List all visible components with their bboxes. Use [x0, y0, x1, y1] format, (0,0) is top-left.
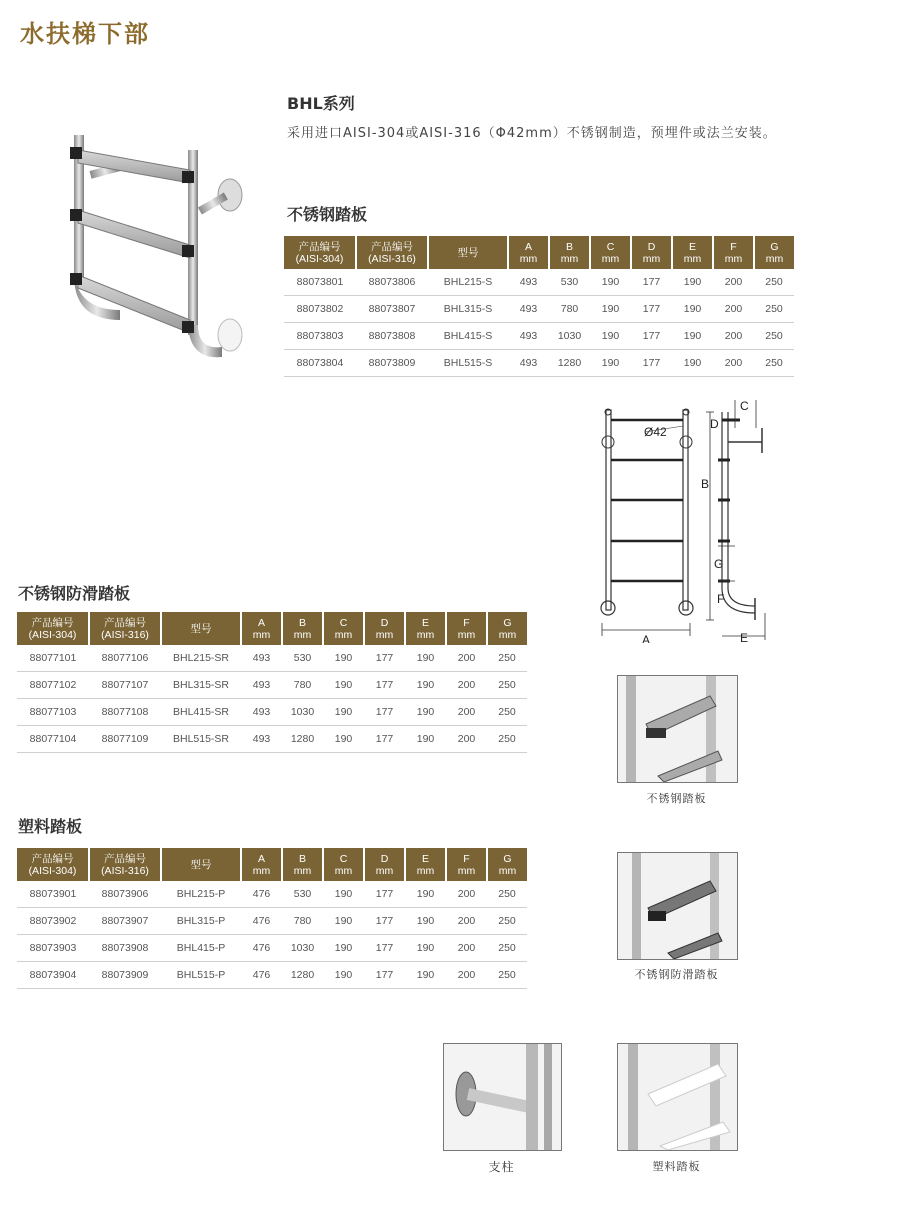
- dim-label-b: B: [701, 477, 710, 491]
- col-header: B mm: [549, 236, 590, 269]
- table-cell: 200: [446, 962, 487, 989]
- table-cell: BHL215-P: [161, 881, 241, 908]
- dim-label-d: D: [710, 417, 719, 431]
- table-cell: 190: [590, 296, 631, 323]
- page-title: 水扶梯下部: [20, 20, 150, 48]
- table-row: [17, 726, 527, 753]
- table-cell: BHL415-S: [428, 323, 508, 350]
- col-header: G mm: [487, 848, 527, 881]
- table-cell: 250: [487, 672, 527, 699]
- table-cell: 250: [754, 269, 794, 296]
- table-cell: 88073801: [284, 269, 356, 296]
- table-row: [17, 672, 527, 699]
- table-row: [284, 350, 794, 377]
- table-row: [17, 645, 527, 672]
- table-cell: BHL415-SR: [161, 699, 241, 726]
- table-cell: 200: [446, 881, 487, 908]
- table-cell: 1030: [282, 699, 323, 726]
- photo-plastic-step: [617, 1043, 738, 1151]
- table-cell: 177: [364, 881, 405, 908]
- series-description: 采用进口AISI-304或AISI-316（Φ42mm）不锈钢制造，预埋件或法兰安装。: [287, 126, 777, 141]
- table-cell: 177: [631, 296, 672, 323]
- table-cell: 493: [241, 645, 282, 672]
- table-cell: 493: [508, 323, 549, 350]
- table-cell: 493: [508, 269, 549, 296]
- photo-steel-step: [617, 675, 738, 783]
- table-cell: 88073909: [89, 962, 161, 989]
- table-header-row: [17, 848, 527, 881]
- table-cell: 88073904: [17, 962, 89, 989]
- col-header: 型号: [161, 612, 241, 645]
- table-cell: 493: [508, 296, 549, 323]
- photo-antislip-step: [617, 852, 738, 960]
- table-cell: BHL315-P: [161, 908, 241, 935]
- table-cell: 177: [364, 699, 405, 726]
- table-cell: 190: [323, 935, 364, 962]
- spec-table-plastic: [17, 848, 527, 989]
- table-cell: 200: [446, 672, 487, 699]
- table-cell: 190: [590, 350, 631, 377]
- dim-label-a: A: [642, 633, 651, 643]
- table-cell: 190: [323, 645, 364, 672]
- table-cell: 1280: [282, 726, 323, 753]
- photo-post: [443, 1043, 562, 1151]
- table-cell: 190: [323, 962, 364, 989]
- series-title: BHL系列: [287, 94, 355, 113]
- table-cell: 780: [282, 908, 323, 935]
- table-cell: 88073908: [89, 935, 161, 962]
- col-header: 产品编号 (AISI-316): [89, 848, 161, 881]
- table-cell: 493: [241, 672, 282, 699]
- table-cell: 250: [754, 323, 794, 350]
- table-cell: 190: [323, 672, 364, 699]
- col-header: A mm: [241, 848, 282, 881]
- table-cell: 250: [487, 699, 527, 726]
- table-cell: 177: [364, 672, 405, 699]
- dim-label-c: C: [740, 399, 749, 413]
- table-cell: 88077109: [89, 726, 161, 753]
- table-cell: 200: [713, 296, 754, 323]
- table-cell: 780: [549, 296, 590, 323]
- table-cell: 200: [713, 350, 754, 377]
- table-cell: 88073903: [17, 935, 89, 962]
- table-cell: 190: [405, 645, 446, 672]
- table-cell: 190: [672, 296, 713, 323]
- table-header-row: [17, 612, 527, 645]
- table-cell: BHL315-S: [428, 296, 508, 323]
- col-header: G mm: [487, 612, 527, 645]
- table-cell: 177: [364, 935, 405, 962]
- table-cell: 250: [487, 962, 527, 989]
- table-cell: 476: [241, 908, 282, 935]
- table-cell: 88073809: [356, 350, 428, 377]
- spec-table-steel: [284, 236, 794, 377]
- table-cell: 493: [241, 726, 282, 753]
- table-cell: 476: [241, 881, 282, 908]
- table-row: [284, 269, 794, 296]
- col-header: A mm: [508, 236, 549, 269]
- table-cell: 250: [754, 350, 794, 377]
- table-cell: 190: [405, 962, 446, 989]
- spec-table-antislip: [17, 612, 527, 753]
- col-header: 型号: [161, 848, 241, 881]
- table-cell: 1030: [549, 323, 590, 350]
- table-cell: 190: [672, 350, 713, 377]
- table-cell: 190: [405, 726, 446, 753]
- table-cell: 190: [405, 935, 446, 962]
- table-cell: 177: [631, 269, 672, 296]
- table-cell: 493: [508, 350, 549, 377]
- table-cell: BHL215-SR: [161, 645, 241, 672]
- table-title-plastic: 塑料踏板: [18, 817, 83, 836]
- col-header: B mm: [282, 612, 323, 645]
- col-header: D mm: [364, 612, 405, 645]
- ladder-dimension-drawing: [590, 398, 780, 643]
- col-header: D mm: [631, 236, 672, 269]
- table-cell: 88077106: [89, 645, 161, 672]
- table-cell: 1280: [282, 962, 323, 989]
- col-header: E mm: [672, 236, 713, 269]
- col-header: 产品编号 (AISI-304): [284, 236, 356, 269]
- table-cell: 88077103: [17, 699, 89, 726]
- table-cell: 88073807: [356, 296, 428, 323]
- caption-antislip-step: 不锈钢防滑踏板: [634, 968, 719, 981]
- table-cell: BHL415-P: [161, 935, 241, 962]
- table-cell: 88073906: [89, 881, 161, 908]
- table-cell: 200: [446, 699, 487, 726]
- col-header: C mm: [323, 612, 364, 645]
- table-cell: 190: [405, 672, 446, 699]
- table-cell: 88073806: [356, 269, 428, 296]
- table-cell: BHL515-P: [161, 962, 241, 989]
- table-cell: BHL215-S: [428, 269, 508, 296]
- table-cell: 88073802: [284, 296, 356, 323]
- table-cell: 530: [282, 881, 323, 908]
- table-cell: 190: [405, 908, 446, 935]
- table-row: [284, 323, 794, 350]
- dim-label-e: E: [740, 631, 749, 643]
- col-header: B mm: [282, 848, 323, 881]
- table-cell: 200: [446, 935, 487, 962]
- table-header-row: [284, 236, 794, 269]
- col-header: C mm: [590, 236, 631, 269]
- table-cell: 493: [241, 699, 282, 726]
- table-cell: 177: [364, 908, 405, 935]
- table-cell: 200: [713, 269, 754, 296]
- table-cell: 88073808: [356, 323, 428, 350]
- table-cell: 530: [549, 269, 590, 296]
- table-cell: 476: [241, 935, 282, 962]
- col-header: 产品编号 (AISI-316): [356, 236, 428, 269]
- caption-steel-step: 不锈钢踏板: [646, 792, 707, 805]
- table-cell: 88073803: [284, 323, 356, 350]
- table-cell: 190: [672, 269, 713, 296]
- table-cell: 88077102: [17, 672, 89, 699]
- table-cell: 250: [487, 645, 527, 672]
- table-cell: 190: [405, 699, 446, 726]
- dim-label-g: G: [714, 557, 724, 571]
- col-header: F mm: [446, 612, 487, 645]
- col-header: 型号: [428, 236, 508, 269]
- col-header: 产品编号 (AISI-304): [17, 848, 89, 881]
- table-cell: 200: [446, 726, 487, 753]
- col-header: A mm: [241, 612, 282, 645]
- col-header: 产品编号 (AISI-316): [89, 612, 161, 645]
- table-cell: 88073902: [17, 908, 89, 935]
- table-cell: 88077107: [89, 672, 161, 699]
- table-row: [284, 296, 794, 323]
- dim-label-diameter: Ø42: [644, 425, 667, 439]
- table-cell: 190: [405, 881, 446, 908]
- table-cell: 200: [713, 323, 754, 350]
- table-title-antislip: 不锈钢防滑踏板: [18, 584, 131, 603]
- table-cell: 1280: [549, 350, 590, 377]
- table-cell: 177: [631, 323, 672, 350]
- caption-post: 支柱: [488, 1160, 515, 1174]
- table-cell: 476: [241, 962, 282, 989]
- table-cell: 88077108: [89, 699, 161, 726]
- table-cell: 1030: [282, 935, 323, 962]
- table-cell: 250: [487, 935, 527, 962]
- table-row: [17, 699, 527, 726]
- col-header: E mm: [405, 612, 446, 645]
- table-cell: 88073907: [89, 908, 161, 935]
- table-cell: 190: [590, 323, 631, 350]
- table-cell: 190: [590, 269, 631, 296]
- table-cell: 88073901: [17, 881, 89, 908]
- table-cell: 250: [487, 881, 527, 908]
- dim-label-f: F: [717, 592, 725, 606]
- col-header: E mm: [405, 848, 446, 881]
- table-cell: 190: [323, 726, 364, 753]
- table-cell: 190: [323, 699, 364, 726]
- table-cell: 177: [364, 726, 405, 753]
- col-header: D mm: [364, 848, 405, 881]
- table-row: [17, 962, 527, 989]
- table-cell: 190: [323, 881, 364, 908]
- caption-plastic-step: 塑料踏板: [652, 1160, 701, 1173]
- table-cell: BHL515-S: [428, 350, 508, 377]
- ladder-photo: [60, 125, 260, 375]
- col-header: C mm: [323, 848, 364, 881]
- col-header: 产品编号 (AISI-304): [17, 612, 89, 645]
- col-header: F mm: [446, 848, 487, 881]
- table-cell: 190: [323, 908, 364, 935]
- table-cell: 200: [446, 908, 487, 935]
- table-row: [17, 881, 527, 908]
- col-header: G mm: [754, 236, 794, 269]
- table-cell: 250: [754, 296, 794, 323]
- col-header: F mm: [713, 236, 754, 269]
- table-cell: 530: [282, 645, 323, 672]
- table-cell: 200: [446, 645, 487, 672]
- table-cell: BHL515-SR: [161, 726, 241, 753]
- table-cell: 88073804: [284, 350, 356, 377]
- table-cell: 88077101: [17, 645, 89, 672]
- table-cell: 88077104: [17, 726, 89, 753]
- table-title-steel: 不锈钢踏板: [287, 205, 368, 224]
- table-cell: 177: [364, 962, 405, 989]
- table-cell: 250: [487, 726, 527, 753]
- table-cell: 177: [631, 350, 672, 377]
- table-cell: 190: [672, 323, 713, 350]
- table-cell: 780: [282, 672, 323, 699]
- table-cell: 177: [364, 645, 405, 672]
- table-row: [17, 908, 527, 935]
- table-cell: 250: [487, 908, 527, 935]
- table-row: [17, 935, 527, 962]
- table-cell: BHL315-SR: [161, 672, 241, 699]
